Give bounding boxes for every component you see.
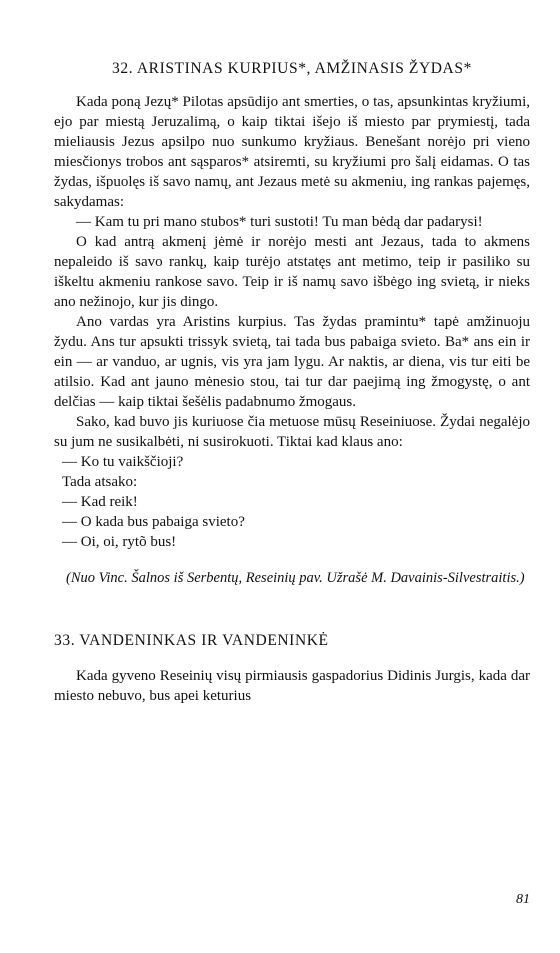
paragraph-5: Sako, kad buvo jis kuriuose čia metuose mūsų Reseiniuose. Žydai negalėjo su jum ne susikalbėti, ni susirokuoti. Tiktai kad klaus ano: (54, 414, 530, 450)
paragraph-1: Kada poną Jezų* Pilotas apsūdijo ant smerties, o tas, apsunkintas kryžiumi, ejo par miestą Jeruzalimą, o kaip tiktai išejo iš miesto par prymiestį, tada mieliausis Jezus apsilpo nuo sunkumo kryžiaus. Benešant norėjo pri vieno miesčionys trobos ant sąsparos* atsiremti, su kryžiumi pro šalį eidamas. O tas žydas, išpuolęs iš savo namų, ant Jezaus metė su akmeniu, ing rankas pajemęs, sakydamas: (54, 94, 530, 210)
dialogue-line-2: Tada atsako: (62, 474, 138, 490)
source-note: (Nuo Vinc. Šalnos iš Serbentų, Reseinių pav. Užrašė M. Davainis-Silvestraitis.) (66, 570, 525, 586)
dialogue-line-4: — O kada bus pabaiga svieto? (62, 514, 245, 530)
paragraph-2: — Kam tu pri mano stubos* turi sustoti! Tu man bėdą dar padarysi! (76, 214, 483, 230)
story2-title: 33. VANDENINKAS IR VANDENINKĖ (54, 632, 329, 649)
paragraph-3: O kad antrą akmenį jėmė ir norėjo mesti ant Jezaus, tada to akmens nepaleido iš savo rankų, kaip turėjo atstatęs ant metimo, teip ir pasiliko su iškeltu akmeniu rankose savo. Teip ir iš namų savo išbėgo ing svietą, ir nieks ano nežinojo, kur jis dingo. (54, 234, 530, 310)
page-content (54, 60, 530, 706)
story-title: 32. ARISTINAS KURPIUS*, AMŽINASIS ŽYDAS* (112, 60, 472, 77)
story2-paragraph-1: Kada gyveno Reseinių visų pirmiausis gaspadorius Didinis Jurgis, kada dar miesto nebuvo, bus apei keturius (54, 668, 530, 704)
page-number: 81 (516, 892, 530, 907)
dialogue-line-1: — Ko tu vaikščioji? (62, 454, 184, 470)
paragraph-4: Ano vardas yra Aristins kurpius. Tas žydas pramintu* tapė amžinuoju žydu. Ans tur apsukti trissyk svietą, tai tada bus pabaiga svieto. Ba* ans ein ir ein — ar vanduo, ar ugnis, vis yra jam lygu. Ar naktis, ar diena, vis tur eiti be atilsio. Kad ant jauno mėnesio stou, tai tur dar paejimą ing žmogystę, o ant delčias — kaip tiktai šešėlis padabnumo žmogaus. (54, 314, 530, 410)
dialogue-line-5: — Oi, oi, rytõ bus! (62, 534, 177, 550)
dialogue-line-3: — Kad reik! (62, 494, 138, 510)
